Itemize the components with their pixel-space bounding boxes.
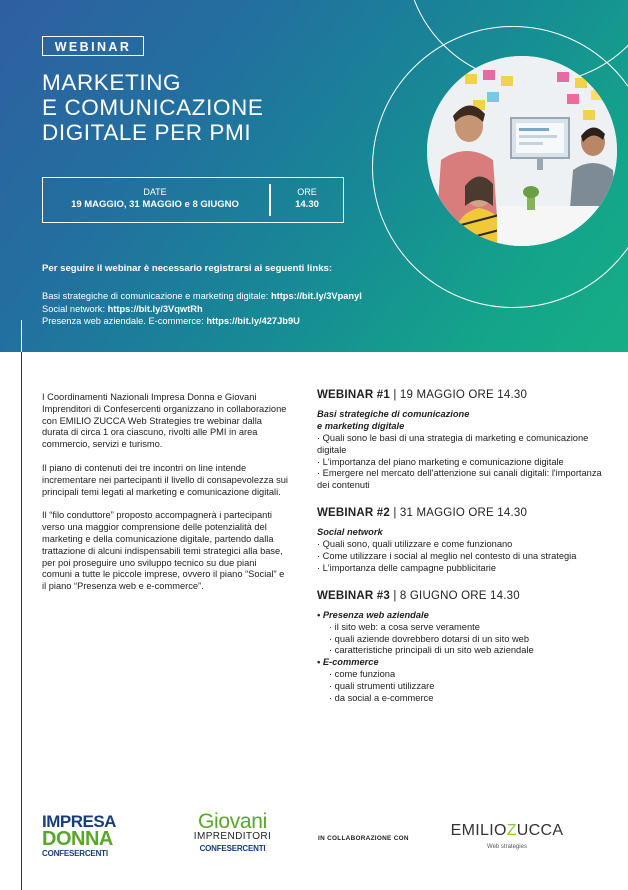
webinar-subtitle: Basi strategiche di comunicazione	[317, 408, 470, 419]
topic-item: · quali strumenti utilizzare	[329, 681, 435, 692]
time-label: ORE	[297, 187, 317, 197]
logo-text: Giovani	[197, 810, 268, 833]
logo-text: UCCA	[516, 822, 564, 839]
registration-intro: Per seguire il webinar è necessario registrarsi ai seguenti links:	[42, 263, 333, 274]
webinar-heading	[317, 390, 607, 402]
logo-text: IMPRENDITORI	[193, 831, 272, 842]
topic-item: · Quali sono, quali utilizzare e come funzionano	[317, 539, 513, 550]
registration-link[interactable]: https://bit.ly/3VqwtRh	[107, 303, 203, 314]
webinar-program	[317, 390, 607, 721]
logo-text: IMPRESA	[42, 812, 116, 831]
registration-link-row	[42, 315, 362, 328]
impresa-donna-logo	[42, 814, 134, 859]
dates-label: DATE	[143, 187, 167, 197]
time-value: 14.30	[295, 199, 319, 210]
registration-link-row	[42, 290, 362, 303]
logo-text: DONNA	[42, 828, 113, 850]
logo-text: CONFESERCENTI	[199, 844, 266, 853]
intro-paragraph: Il piano di contenuti dei tre incontri on line intende incrementare nei partecipanti il livello di consapevolezza sui principali temi legati al marketing e comunicazione digitali.	[42, 462, 288, 497]
schedule-box	[42, 177, 344, 223]
logo-text: Z	[506, 822, 517, 839]
link-label: Basi strategiche di comunicazione e marketing digitale:	[42, 291, 271, 301]
intro-text	[42, 392, 288, 605]
divider	[21, 352, 22, 890]
dates-value: 19 MAGGIO, 31 MAGGIO e 8 GIUGNO	[71, 199, 239, 210]
webinar-1	[317, 390, 607, 492]
webinar-2	[317, 508, 607, 575]
intro-paragraph: I Coordinamenti Nazionali Impresa Donna e Giovani Imprenditori di Confesercenti organizzano in collaborazione con EMILIO ZUCCA Web Strategies tre webinar dalla durata di circa 1 ora ciascuno, rivolti alle PMI in area commercio, servizi e turismo.	[42, 392, 287, 450]
webinar-badge: WEBINAR	[42, 36, 144, 56]
registration-link[interactable]: https://bit.ly/427Jb9U	[206, 316, 300, 327]
topic-item: · quali aziende dovrebbero dotarsi di un sito web	[329, 633, 530, 644]
webinar-number: WEBINAR #2	[317, 507, 390, 520]
webinar-date: | 8 GIUGNO ORE 14.30	[389, 589, 520, 602]
logo-text: CONFESERCENTI	[42, 849, 108, 858]
topic-item: · Come utilizzare i social al meglio nel contesto di una strategia	[317, 550, 577, 561]
webinar-number: WEBINAR #1	[317, 389, 390, 401]
title-line: MARKETING	[42, 70, 182, 95]
link-label: Social network:	[42, 303, 108, 314]
webinar-date: | 19 MAGGIO ORE 14.30	[389, 389, 528, 401]
topic-item: · L'importanza del piano marketing e comunicazione digitale	[317, 456, 564, 467]
webinar-subtitle: e marketing digitale	[317, 420, 405, 431]
divider	[21, 320, 22, 352]
emilio-zucca-logo	[442, 822, 572, 850]
topic-item: · Quali sono le basi di una strategia di marketing e comunicazione digitale	[317, 432, 589, 455]
logo-tagline: Web strategies	[487, 844, 527, 850]
topic-item: · L'importanza delle campagne pubblicitarie	[317, 562, 497, 573]
logo-text	[442, 822, 572, 840]
webinar-3	[317, 591, 607, 705]
title-line: E COMUNICAZIONE	[42, 95, 264, 120]
webinar-section-title: • E-commerce	[317, 657, 379, 668]
collaboration-label: IN COLLABORAZIONE CON	[318, 835, 409, 842]
title-line: DIGITALE PER PMI	[42, 120, 252, 145]
header-banner	[0, 0, 628, 352]
webinar-subtitle: Social network	[317, 527, 383, 538]
webinar-heading	[317, 508, 607, 520]
giovani-imprenditori-logo	[185, 812, 280, 855]
webinar-number: WEBINAR #3	[317, 589, 390, 602]
registration-link[interactable]: https://bit.ly/3VpanyI	[270, 291, 362, 301]
page-title	[42, 70, 264, 145]
webinar-section-title: • Presenza web aziendale	[317, 609, 429, 620]
topic-item: · da social a e-commerce	[329, 693, 434, 704]
topic-item: · caratteristiche principali di un sito web aziendale	[329, 645, 534, 656]
office-team-photo	[427, 56, 617, 246]
link-label: Presenza web aziendale. E-commerce:	[42, 316, 207, 327]
topic-item: · il sito web: a cosa serve veramente	[329, 621, 480, 632]
registration-link-row	[42, 303, 362, 316]
logo-text: EMILIO	[450, 822, 507, 839]
topic-item: · Emergere nel mercato dell'attenzione sui canali digitali: l'importanza dei contenuti	[317, 468, 602, 491]
webinar-heading	[317, 591, 607, 603]
registration-links	[42, 290, 362, 328]
webinar-date: | 31 MAGGIO ORE 14.30	[389, 507, 528, 520]
topic-item: · come funziona	[329, 669, 396, 680]
intro-paragraph: Il “filo conduttore” proposto accompagnerà i partecipanti verso una maggior comprensione delle potenzialità del marketing e della comunicazione digitale, partendo dalla trattazione di alcuni indispensabili temi strategici alla base, per poi proseguire uno sviluppo tecnico su due piani comuni a tutte le piccole imprese, ovvero il piano “Social” e il piano “Presenza web e e-commerce”.	[42, 510, 285, 592]
